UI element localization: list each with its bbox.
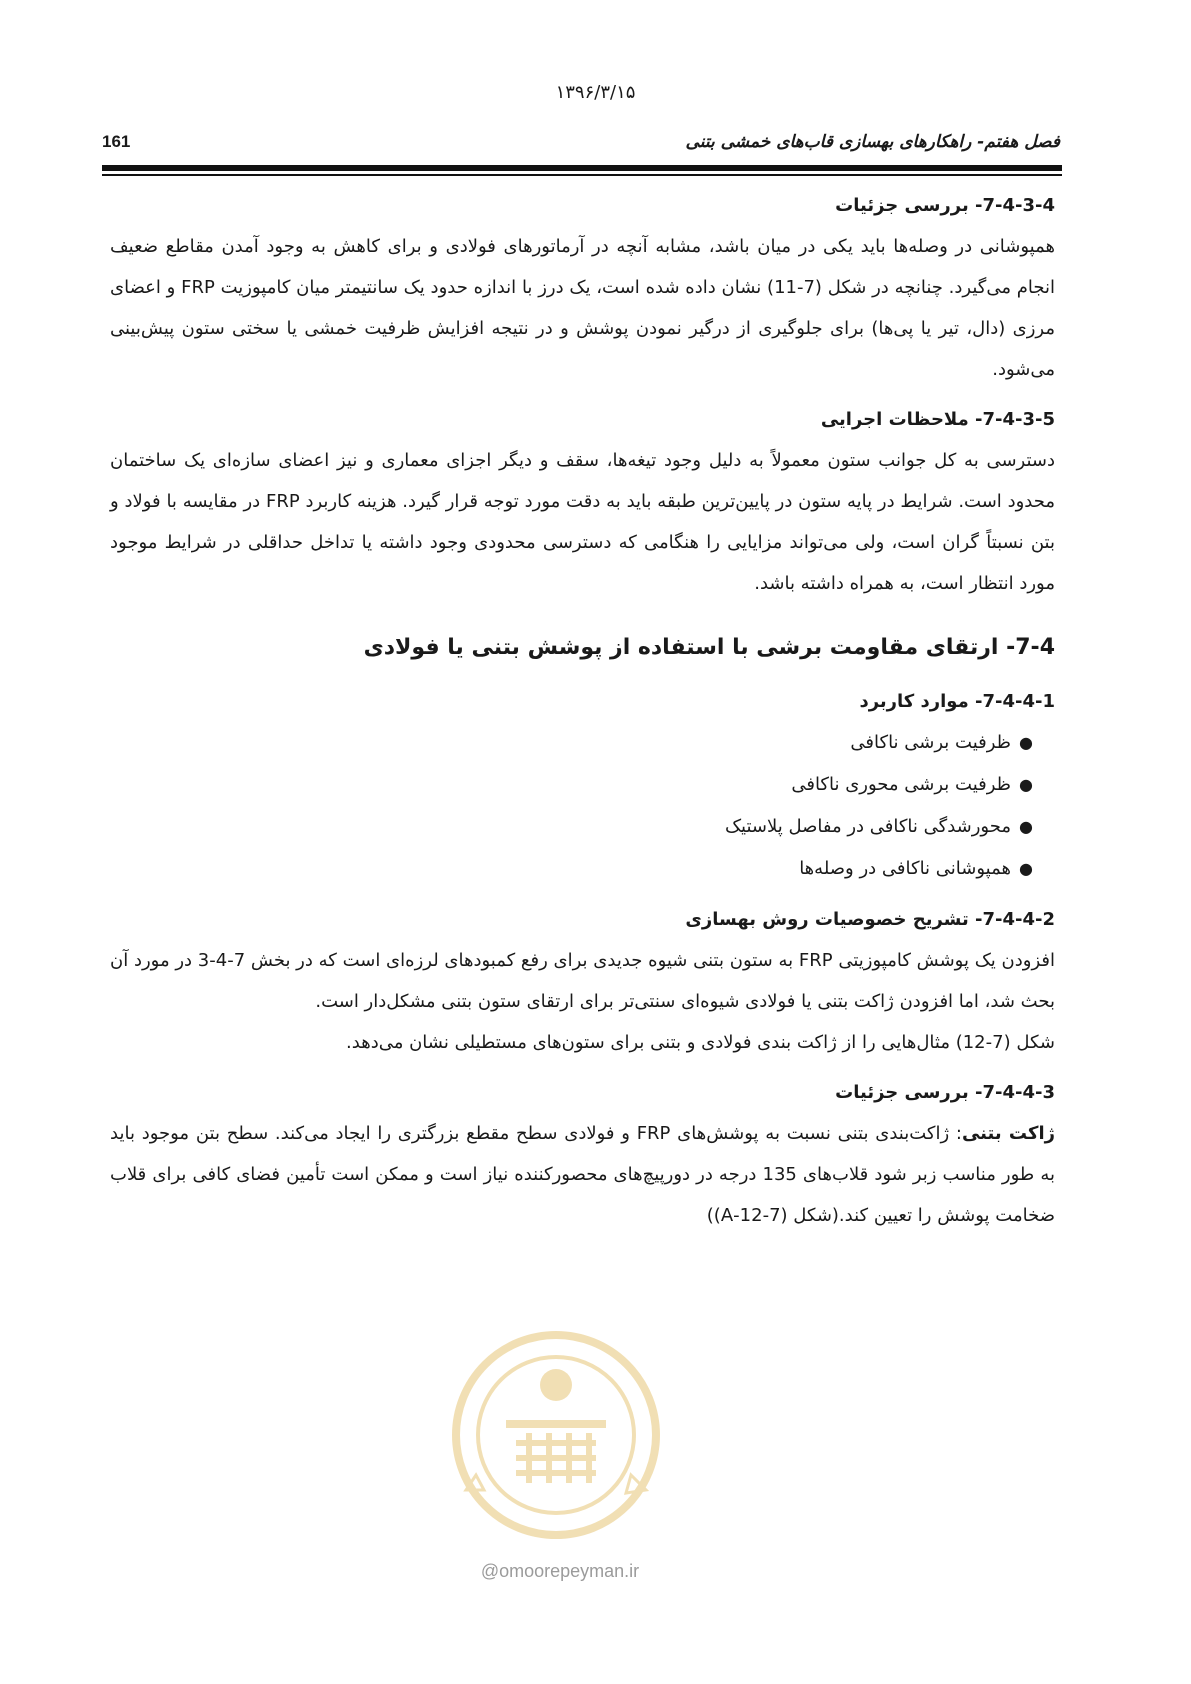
section-heading-details: 7-4-3-4- بررسی جزئیات — [835, 195, 1055, 216]
bullet-icon: ● — [1019, 733, 1033, 752]
chapter-title: فصل هفتم- راهکارهای بهسازی قاب‌های خمشی بتنی — [685, 132, 1060, 152]
bullet-icon: ● — [1019, 859, 1033, 878]
section-paragraph-figure-ref: شکل (7-12) مثال‌هایی را از ژاکت بندی فولادی و بتنی برای ستون‌های مستطیلی نشان می‌دهد. — [346, 1032, 1055, 1053]
header-rule-thick — [102, 165, 1062, 171]
bullet-icon: ● — [1019, 817, 1033, 836]
section-paragraph-method-description: افزودن یک پوشش کامپوزیتی FRP به ستون بتنی شیوه جدیدی برای رفع کمبودهای لرزه‌ای است که در بخش 7-4-3 در مورد آن بحث شد، اما افزودن ژاکت بتنی یا فولادی شیوه‌ای سنتی‌تر برای ارتقای ستون بتنی مشکل‌دار است. — [110, 950, 1056, 1012]
print-date: ۱۳۹۶/۳/۱۵ — [555, 82, 636, 103]
bullet-icon: ● — [1019, 775, 1033, 794]
seal-logo-icon — [446, 1325, 666, 1555]
section-heading-applications: 7-4-4-1- موارد کاربرد — [859, 691, 1055, 712]
page-number: 161 — [102, 132, 131, 151]
applications-list — [110, 722, 1055, 890]
section-heading-details-2: 7-4-4-3- بررسی جزئیات — [835, 1082, 1055, 1103]
list-item: ● ظرفیت برشی ناکافی — [110, 722, 1033, 764]
section-heading-execution: 7-4-3-5- ملاحظات اجرایی — [820, 409, 1055, 430]
watermark-url: @omoorepeyman.ir — [480, 1561, 640, 1581]
term-concrete-jacket: ژاکت بتنی — [961, 1123, 1055, 1144]
section-paragraph-concrete-jacket: ژاکت بتنی: ژاکت‌بندی بتنی نسبت به پوشش‌های FRP و فولادی سطح مقطع بزرگتری را ایجاد می‌کند. سطح بتن موجود باید به طور مناسب زبر شود قلاب‌های 135 درجه در دورپیچ‌های محصورکننده نیاز است و ممکن است تأمین فضای کافی برای قلاب ضخامت پوشش را تعیین کند.(شکل (7-12-A)) — [110, 1123, 1055, 1226]
section-paragraph-execution: دسترسی به کل جوانب ستون معمولاً به دلیل وجود تیغه‌ها، سقف و دیگر اجزای معماری و نیز اعضای سازه‌ای یک ساختمان محدود است. شرایط در پایه ستون در پایین‌ترین طبقه باید به دقت مورد توجه قرار گیرد. هزینه کاربرد FRP در مقایسه با فولاد و بتن نسبتاً گران است، ولی می‌تواند مزایایی را هنگامی که دسترسی محدودی وجود داشته یا تداخل حداقلی در شرایط موجود مورد انتظار است، به همراه داشته باشد. — [110, 450, 1055, 594]
section-heading-method-description: 7-4-4-2- تشریح خصوصیات روش بهسازی — [685, 909, 1055, 930]
section-heading-shear-upgrade: 7-4- ارتقای مقاومت برشی با استفاده از پوشش بتنی یا فولادی — [363, 635, 1055, 660]
list-item: ● ظرفیت برشی محوری ناکافی — [110, 764, 1033, 806]
list-item: ● محورشدگی ناکافی در مفاصل پلاستیک — [110, 806, 1033, 848]
page-header — [102, 128, 1060, 168]
page-body — [110, 186, 1055, 1236]
list-item: ● همپوشانی ناکافی در وصله‌ها — [110, 848, 1033, 890]
header-rule-thin — [102, 174, 1062, 176]
section-paragraph-details: همپوشانی در وصله‌ها باید یکی در میان باشد، مشابه آنچه در آرماتورهای فولادی و برای کاهش به وجود آمدن مقاطع ضعیف انجام می‌گیرد. چنانچه در شکل (7-11) نشان داده شده است، یک درز با اندازه حدود یک سانتیمتر میان کامپوزیت FRP و اعضای مرزی (دال، تیر یا پی‌ها) برای جلوگیری از درگیر نمودن پوشش و در نتیجه افزایش ظرفیت خمشی یا سختی ستون پیش‌بینی می‌شود. — [110, 236, 1055, 380]
